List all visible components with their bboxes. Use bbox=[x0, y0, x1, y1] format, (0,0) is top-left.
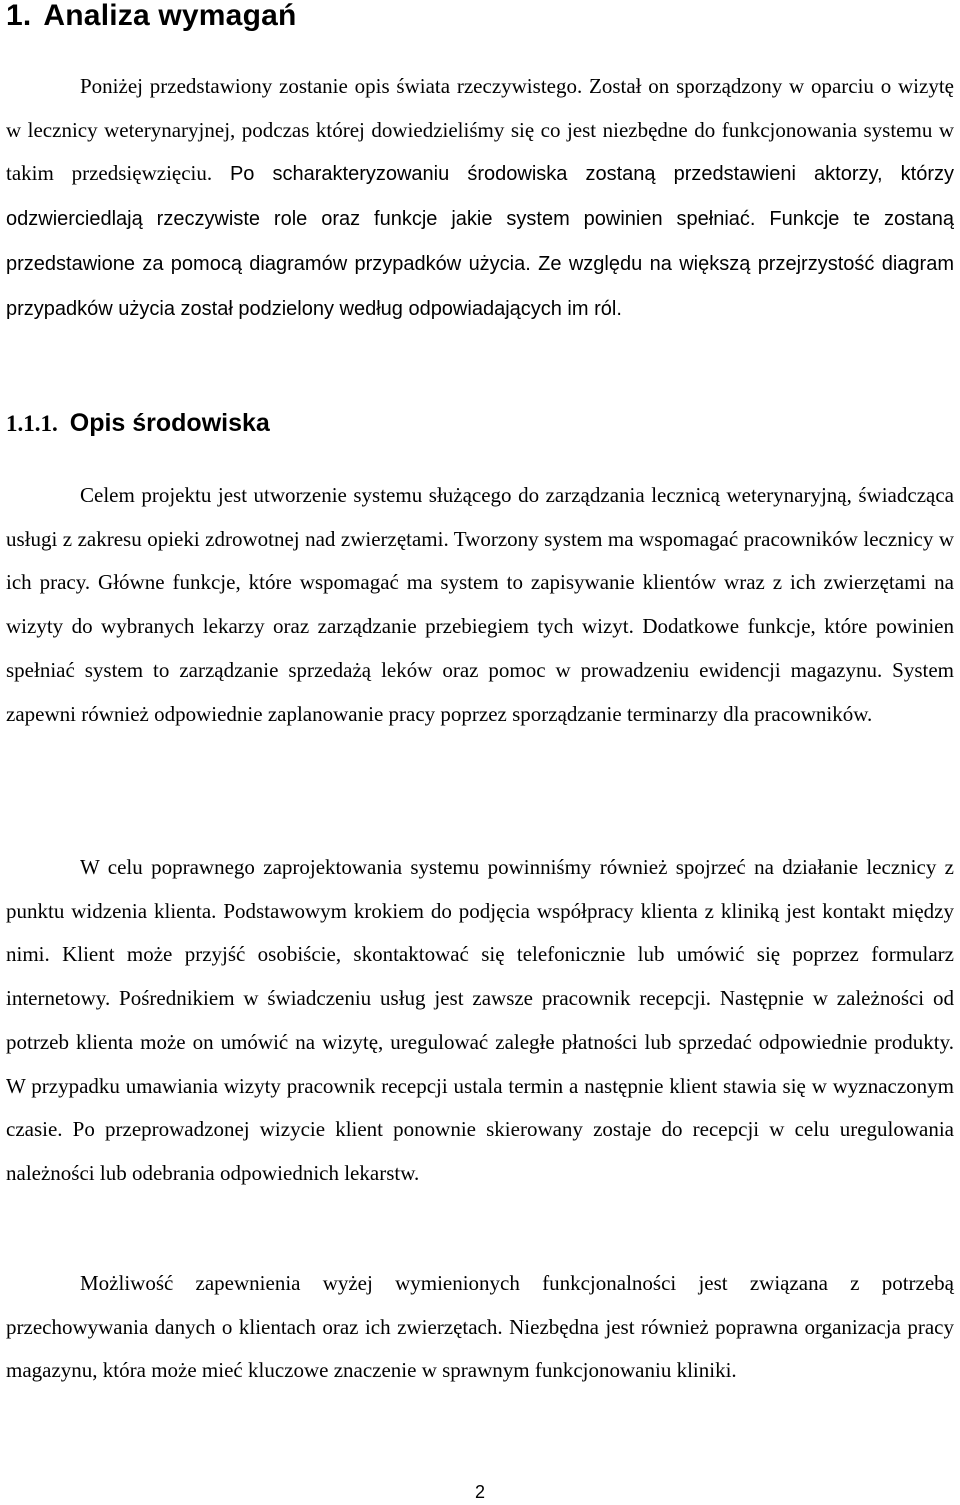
subsection-heading-title: Opis środowiska bbox=[69, 409, 270, 437]
intro-paragraph-part2: Po scharakteryzowaniu środowiska zostaną przedstawieni aktorzy, którzy odzwierciedlają rzeczywiste role oraz funkcje jakie system powinien spełniać. Funkcje te zostaną przedstawione za pomocą diagramów przypadków użycia. Ze względu na większą przejrzystość diagram przypadków użycia został podzielony według odpowiadających im ról. bbox=[6, 163, 954, 320]
paragraph-client-perspective: W celu poprawnego zaprojektowania systemu powinniśmy również spojrzeć na działanie lecznicy z punktu widzenia klienta. Podstawowym krokiem do podjęcia współpracy klienta z kliniką jest kontakt między nimi. Klient może przyjść osobiście, skontaktować się telefonicznie lub umówić się poprzez formularz internetowy. Pośrednikiem w świadczeniu usług jest zawsze pracownik recepcji. Następnie w zależności od potrzeb klienta może on umówić na wizytę, uregulować zaległe płatności lub sprzedać odpowiednie produkty. W przypadku umawiania wizyty pracownik recepcji ustala termin a następnie klient stawia się w wyznaczonym czasie. Po przeprowadzonej wizycie klient ponownie skierowany zostaje do recepcji w celu uregulowania należności lub odebrania odpowiednich lekarstw. bbox=[6, 855, 954, 1185]
paragraph-project-goal: Celem projektu jest utworzenie systemu służącego do zarządzania lecznicą weterynaryjną, świadcząca usługi z zakresu opieki zdrowotnej nad zwierzętami. Tworzony system ma wspomagać pracowników lecznicy w ich pracy. Główne funkcje, które wspomagać ma system to zapisywanie klientów wraz z ich zwierzętami na wizyty do wybranych lekarzy oraz zarządzanie przebiegiem tych wizyt. Dodatkowe funkcje, które powinien spełniać system to zarządzanie sprzedażą leków oraz pomoc w prowadzeniu ewidencji magazynu. System zapewni również odpowiednie zaplanowanie pracy poprzez sporządzanie terminarzy dla pracowników. bbox=[6, 483, 954, 726]
subsection-heading bbox=[6, 403, 270, 444]
subsection-heading-number: 1.1.1. bbox=[6, 411, 58, 436]
section-heading bbox=[6, 0, 297, 36]
page-number: 2 bbox=[474, 1482, 485, 1502]
paragraph-data-storage: Możliwość zapewnienia wyżej wymienionych funkcjonalności jest związana z potrzebą przechowywania danych o klientach oraz ich zwierzętach. Niezbędna jest również poprawna organizacja pracy magazynu, która może mieć kluczowe znaczenie w sprawnym funkcjonowaniu kliniki. bbox=[6, 1271, 954, 1383]
section-heading-title: Analiza wymagań bbox=[43, 0, 297, 32]
section-heading-number: 1. bbox=[6, 0, 32, 32]
intro-paragraph bbox=[6, 65, 954, 331]
intro-paragraph-part1: Poniżej przedstawiony zostanie opis świata rzeczywistego. Został on sporządzony w oparciu o wizytę w lecznicy weterynaryjnej, podczas której dowiedzieliśmy się co jest niezbędne do funkcjonowania systemu w takim przedsięwzięciu. bbox=[6, 74, 954, 186]
